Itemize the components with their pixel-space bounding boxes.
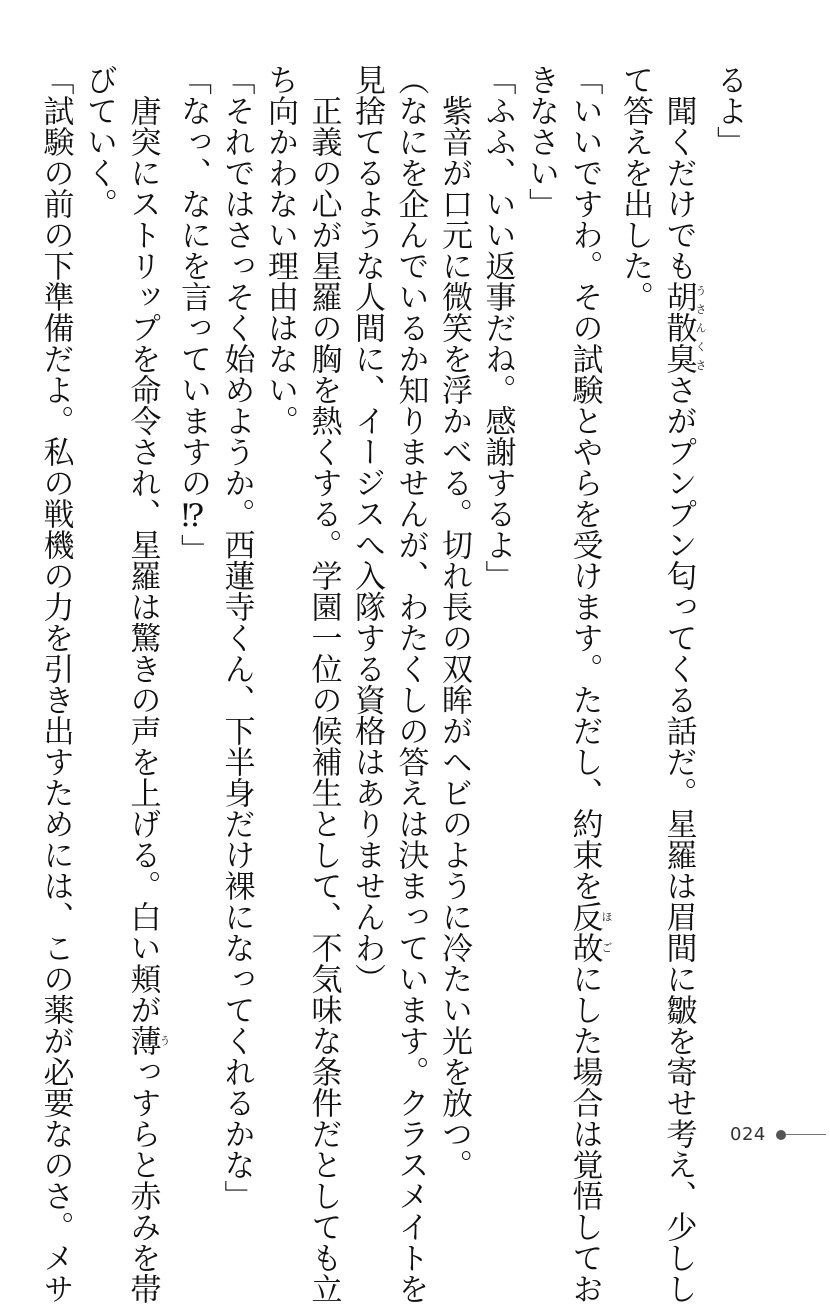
page-footer: [720, 1124, 830, 1144]
furigana: 反故ほご: [566, 901, 613, 963]
furigana-reading: ほご: [600, 901, 613, 963]
page-marker-rule: [786, 1134, 826, 1135]
text-line: 「試験の前の下準備だよ。私の戦機の力を引き出すためには、この薬が必要なのさ。メサ: [37, 64, 74, 1304]
page-number: 024: [730, 1124, 766, 1145]
text-line: ち向かわない理由はない。: [262, 64, 298, 436]
text-line: 紫音が口元に微笑を浮かべる。切れ長の双眸がヘビのように冷たい光を放つ。: [436, 64, 472, 1180]
text-line: 「それではさっそく始めようか。西蓮寺くん、下半身だけ裸になってくれるかな」: [218, 64, 255, 1211]
text-line: 唐突にストリップを命令され、星羅は驚きの声を上げる。白い頬が薄うっすらと赤みを帯: [124, 64, 171, 1304]
text-line: （なにを企んでいるか知りませんが、わたくしの答えは決まっています。クラスメイトを: [392, 64, 429, 1304]
text-line: 「ふふ、いい返事だね。感謝するよ」: [479, 64, 516, 591]
text-line: びていく。: [81, 64, 117, 219]
text-line: 見捨てるような人間に、イージスへ入隊する資格はありませんわ）: [349, 64, 385, 994]
text-line: きなさい」: [523, 64, 559, 219]
furigana-reading: う: [158, 1025, 171, 1056]
page-marker-dot: [776, 1130, 786, 1140]
furigana: 薄う: [124, 1025, 171, 1056]
text-line: 「いいですわ。その試験とやらを受けます。ただし、約束を反故ほごにした場合は覚悟してお: [566, 64, 613, 1304]
furigana-reading: うさんくさ: [694, 281, 707, 374]
furigana: 胡散臭うさんくさ: [660, 281, 707, 374]
text-line: 正義の心が星羅の胸を熱くする。学園一位の候補生として、不気味な条件だとしても立: [305, 64, 342, 1304]
text-line: て答えを出した。: [617, 64, 653, 312]
text-line: 「なっ、なにを言っていますの⁉」: [175, 64, 211, 565]
text-line: るよ」: [711, 64, 747, 157]
text-line: 聞くだけでも胡散臭うさんくささがプンプン匂ってくる話だ。星羅は眉間に皺を寄せ考え、少しし: [660, 64, 707, 1304]
